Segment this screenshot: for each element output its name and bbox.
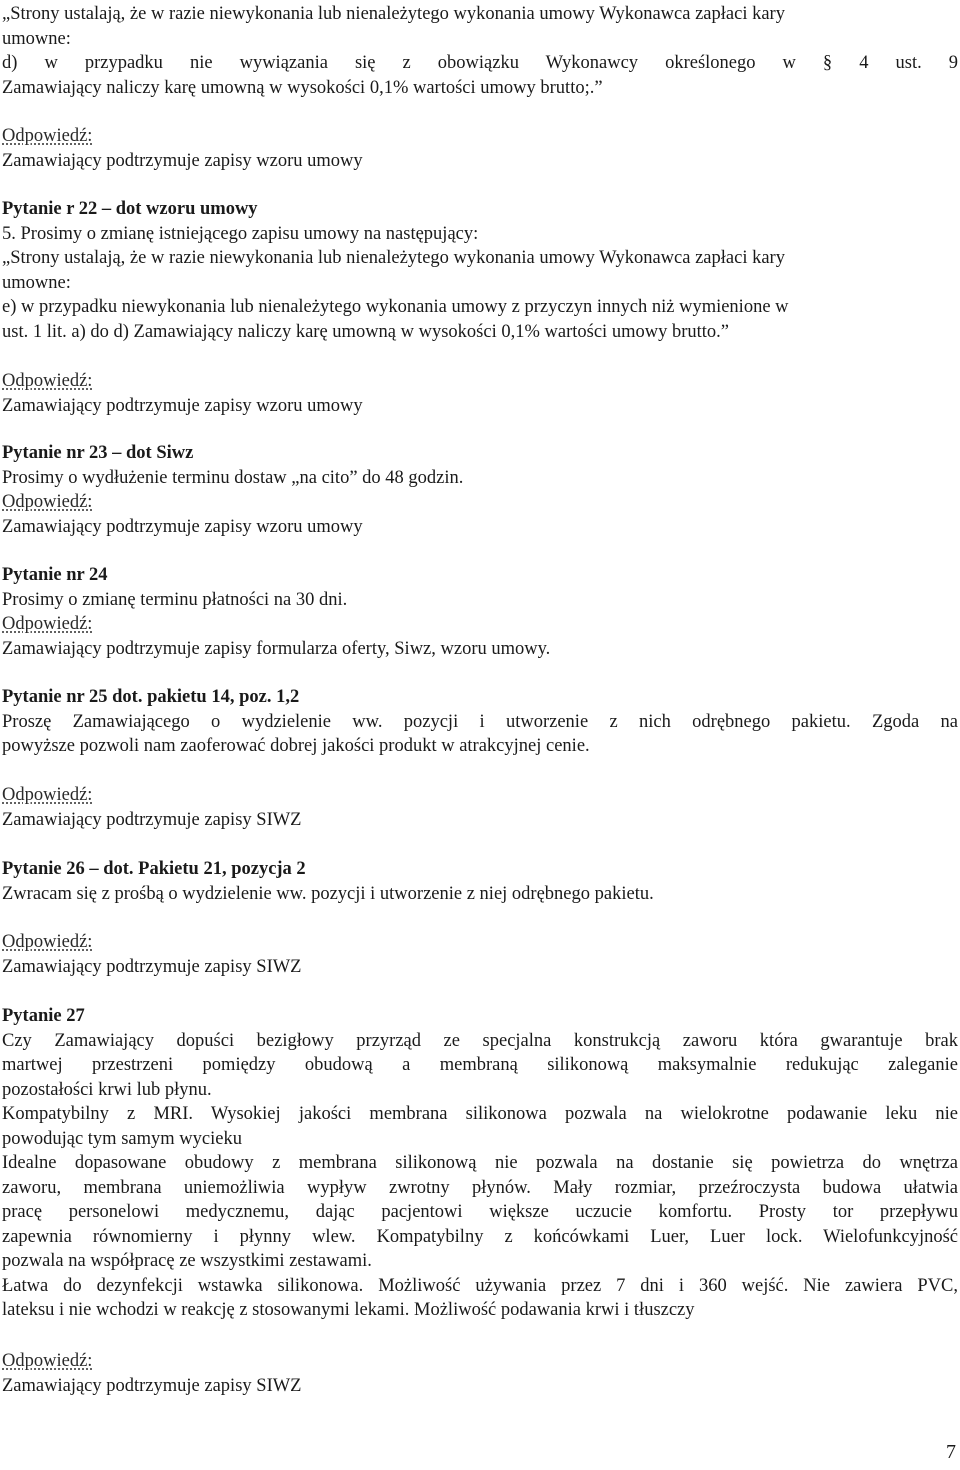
text-line: umowne:	[2, 272, 71, 293]
text-line: zaworu, membrana uniemożliwia wypływ zwrotny płynów. Mały rozmiar, przeźroczysta budowa ułatwia	[2, 1177, 958, 1198]
answer-label: Odpowiedź:	[2, 785, 93, 805]
text-line: ust. 1 lit. a) do d) Zamawiający naliczy karę umowną w wysokości 0,1% wartości umowy brutto.”	[2, 321, 729, 342]
question-title: Pytanie nr 23 – dot Siwz	[2, 443, 194, 463]
question-26	[2, 857, 958, 906]
question-23	[2, 441, 958, 490]
question-25	[2, 685, 958, 759]
text-line: Kompatybilny z MRI. Wysokiej jakości membrana silikonowa pozwala na wielokrotne podawanie leku nie	[2, 1104, 958, 1124]
text-line: „Strony ustalają, że w razie niewykonania lub nienależytego wykonania umowy Wykonawca zapłaci kary	[2, 248, 785, 268]
answer-26	[2, 930, 958, 979]
answer-text: Zamawiający podtrzymuje zapisy SIWZ	[2, 809, 302, 830]
text-line: Zamawiający naliczy karę umowną w wysokości 0,1% wartości umowy brutto;.”	[2, 77, 603, 98]
answer-label: Odpowiedź:	[2, 371, 93, 391]
answer-text: Zamawiający podtrzymuje zapisy formularza oferty, Siwz, wzoru umowy.	[2, 638, 551, 659]
text-line: lateksu i nie wchodzi w reakcję z stosowanymi lekami. Możliwość podawania krwi i tłuszczy	[2, 1300, 695, 1320]
answer-label: Odpowiedź:	[2, 1351, 93, 1371]
text-line: pozwala na współpracę ze wszystkimi zestawami.	[2, 1251, 372, 1271]
text-line: d) w przypadku nie wywiązania się z obowiązku Wykonawcy określonego w § 4 ust. 9	[2, 53, 958, 73]
text-line: powyższe pozwoli nam zaoferować dobrej jakości produkt w atrakcyjnej cenie.	[2, 736, 590, 756]
text-line: Prosimy o zmianę terminu płatności na 30 dni.	[2, 589, 348, 610]
text-line: „Strony ustalają, że w razie niewykonania lub nienależytego wykonania umowy Wykonawca zapłaci kary	[2, 4, 785, 24]
question-22	[2, 197, 958, 344]
answer-label: Odpowiedź:	[2, 126, 93, 146]
question-title: Pytanie nr 25 dot. pakietu 14, poz. 1,2	[2, 687, 300, 707]
text-line: pracę personelowi medycznemu, dając pacjentowi większe uczucie komfortu. Prosty tor przepływu	[2, 1202, 958, 1222]
text-line: e) w przypadku niewykonania lub nienależytego wykonania umowy z przyczyn innych niż wymienione w	[2, 297, 789, 317]
answer-text: Zamawiający podtrzymuje zapisy SIWZ	[2, 956, 302, 977]
text-line: martwej przestrzeni pomiędzy obudową a membraną silikonową maksymalnie redukując zaleganie	[2, 1055, 958, 1075]
question-title: Pytanie 26 – dot. Pakietu 21, pozycja 2	[2, 859, 306, 879]
answer-text: Zamawiający podtrzymuje zapisy wzoru umowy	[2, 150, 363, 171]
answer-21	[2, 124, 958, 173]
text-line: Łatwa do dezynfekcji wstawka silikonowa. Możliwość używania przez 7 dni i 360 wejść. Nie zawiera PVC,	[2, 1275, 958, 1296]
page-number: 7	[946, 1441, 956, 1463]
answer-text: Zamawiający podtrzymuje zapisy SIWZ	[2, 1375, 302, 1396]
answer-22	[2, 369, 958, 418]
text-line: Zwracam się z prośbą o wydzielenie ww. pozycji i utworzenie z niej odrębnego pakietu.	[2, 883, 654, 904]
question-title: Pytanie 27	[2, 1006, 85, 1026]
question-title: Pytanie r 22 – dot wzoru umowy	[2, 199, 258, 219]
text-line: powodując tym samym wycieku	[2, 1128, 242, 1149]
text-line: umowne:	[2, 28, 71, 49]
text-line: pozostałości krwi lub płynu.	[2, 1079, 212, 1100]
answer-text: Zamawiający podtrzymuje zapisy wzoru umowy	[2, 395, 363, 416]
answer-27	[2, 1349, 958, 1398]
q21-continuation	[2, 2, 958, 100]
answer-label: Odpowiedź:	[2, 492, 93, 512]
answer-23	[2, 490, 958, 539]
text-line: Czy Zamawiający dopuści bezigłowy przyrząd ze specjalna konstrukcją zaworu która gwarantuje brak	[2, 1030, 958, 1051]
text-line: 5. Prosimy o zmianę istniejącego zapisu umowy na następujący:	[2, 223, 479, 244]
text-line: Idealne dopasowane obudowy z membrana silikonową nie pozwala na dostanie się powietrza do wnętrza	[2, 1153, 958, 1173]
question-24	[2, 563, 958, 612]
text-line: Prosimy o wydłużenie terminu dostaw „na cito” do 48 godzin.	[2, 467, 464, 488]
answer-label: Odpowiedź:	[2, 932, 93, 952]
text-line: Proszę Zamawiającego o wydzielenie ww. pozycji i utworzenie z nich odrębnego pakietu. Zgoda na	[2, 711, 958, 732]
question-27	[2, 1004, 958, 1323]
question-title: Pytanie nr 24	[2, 565, 108, 585]
answer-24	[2, 612, 958, 661]
answer-25	[2, 783, 958, 832]
text-line: zapewnia równomierny i płynny wlew. Kompatybilny z końcówkami Luer, Luer lock. Wielofunkcyjność	[2, 1226, 958, 1247]
answer-label: Odpowiedź:	[2, 614, 93, 634]
answer-text: Zamawiający podtrzymuje zapisy wzoru umowy	[2, 516, 363, 537]
